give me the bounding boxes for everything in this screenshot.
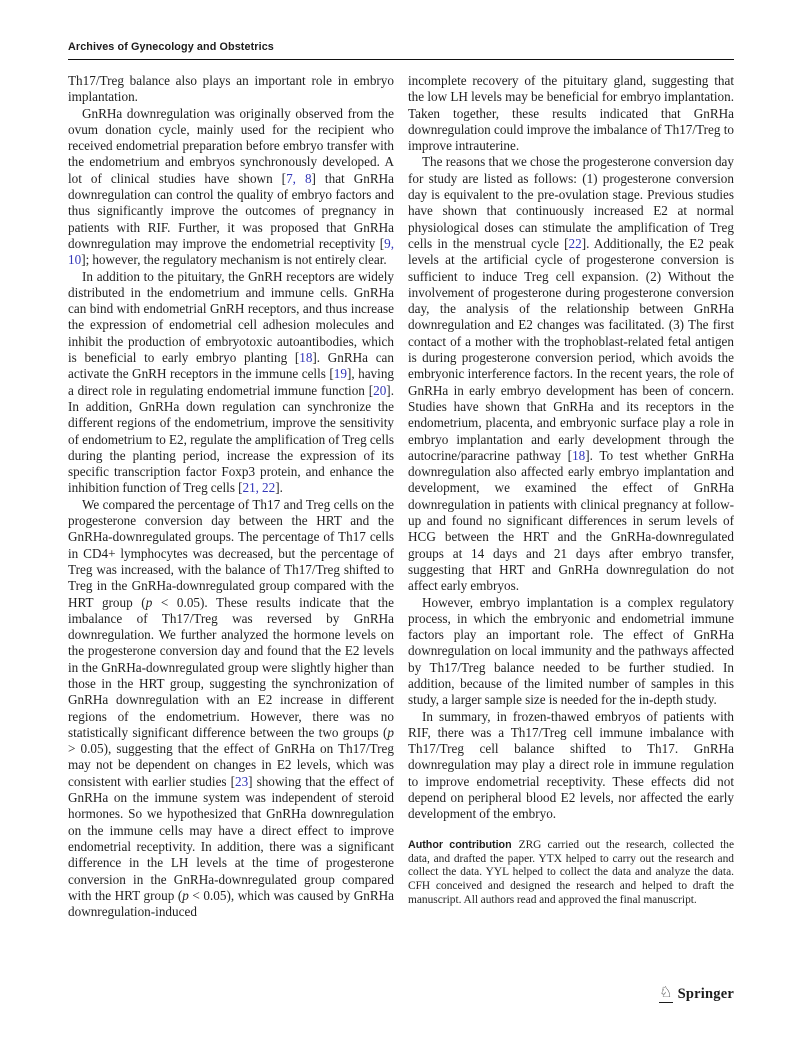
citation-link[interactable]: 9, 10 bbox=[68, 235, 394, 268]
right-column-paragraphs bbox=[408, 73, 734, 823]
citation-link[interactable]: 23 bbox=[234, 773, 249, 789]
right-column bbox=[408, 73, 734, 993]
paragraph: However, embryo implantation is a complex regulatory process, in which the embryonic and endometrial immune factors play an important role. The effect of GnRHa downregulation on local immunity and the pathways affected by Th17/Treg balance needed to be further studied. In addition, because of the limited number of samples in this study, a larger sample size is needed for the in-depth study. bbox=[408, 594, 734, 708]
author-contribution-label: Author contribution bbox=[408, 838, 512, 851]
citation-link[interactable]: 7, 8 bbox=[286, 170, 312, 186]
author-contribution bbox=[408, 839, 734, 909]
italic-variable: p bbox=[145, 594, 153, 610]
paragraph: In addition to the pituitary, the GnRH receptors are widely distributed in the endometrium and immune cells. GnRHa can bind with endometrial GnRH receptors, and thus increase the expression of endometrial cell adhesion molecules and inhibit the production of embryotoxic autoantibodies, which is beneficial to early embryo planting [18]. GnRHa can activate the GnRH receptors in the immune cells [19], having a direct role in regulating endometrial immune function [20]. In addition, GnRHa down regulation can synchronize the different regions of the endometrium, improve the sensitivity of endometrium to E2, regulate the amplification of Treg cells during the planting period, increase the expression of its specific transcription factor Foxp3 protein, and enhance the inhibition function of Treg cells [21, 22]. bbox=[68, 268, 394, 496]
citation-link[interactable]: 18 bbox=[572, 447, 586, 463]
paragraph: The reasons that we chose the progesterone conversion day for study are listed as follows: (1) progesterone conversion day is equivalent to the pre-ovulation stage. Previous studies have shown that continuously increased E2 at normal physiological doses can stimulate the amplification of Treg cells in the menstrual cycle [22]. Additionally, the E2 peak levels at the artificial cycle of progesterone conversion is sufficient to induce Treg cell expansion. (2) Without the involvement of progesterone during progesterone conversion day, the analysis of the relationship between GnRHa downregulation and E2 changes was facilitated. (3) The first contact of a mother with the trophoblast-related fetal antigen is during progesterone conversion period, which avoids the embryonic interference factors. In the recent years, the role of GnRHa in early embryo development has been of concern. Studies have shown that GnRHa and its receptors in the endometrium, placenta, and embryonic surface play a role in embryo implantation and early development through the autocrine/paracrine pathway [18]. To test whether GnRHa downregulation also affected early embryo implantation and development, we examined the effect of GnRHa downregulation in patients with clinical pregnancy at follow-up and found no significant differences in serum levels of HCG between the HRT and the GnRHa-downregulated groups at 14 days and 21 days after embryo transfer, suggesting that HRT and GnRHa downregulation do not affect early embryos. bbox=[408, 154, 734, 594]
publisher-name: Springer bbox=[677, 986, 734, 1002]
citation-link[interactable]: 22 bbox=[568, 235, 582, 251]
paragraph: We compared the percentage of Th17 and Treg cells on the progesterone conversion day between the HRT and the GnRHa-downregulated groups. The percentage of Th17 cells in CD4+ lymphocytes was decreased, but the percentage of Treg was increased, with the balance of Th17/Treg shifted to Treg in the GnRHa-downregulated group compared with the HRT group (p < 0.05). These results indicate that the imbalance of Th17/Treg was reversed by GnRHa downregulation. We further analyzed the hormone levels on the progesterone conversion day and found that the E2 levels in the GnRHa-downregulated group were slightly higher than those in the HRT group, suggesting the synchronization of GnRHa downregulation with an E2 increase in different regions of the endometrium. However, there was no statistically significant difference between the two groups (p > 0.05), suggesting that the effect of GnRHa on Th17/Treg may not be dependent on changes in E2 levels, which was consistent with earlier studies [23] showing that the effect of GnRHa on the immune system was independent of steroid hormones. So we hypothesized that GnRHa downregulation on the immune cells may have a direct effect to improve endometrial receptivity. In addition, there was a significant difference in the LH levels at the time of progesterone conversion in the GnRHa-downregulated group compared with the HRT group (p < 0.05), which was caused by GnRHa downregulation-induced bbox=[68, 496, 394, 920]
italic-variable: p bbox=[182, 887, 189, 903]
paragraph: GnRHa downregulation was originally observed from the ovum donation cycle, mainly used for the recipient who received endometrial preparation before embryo transfer with the endometrium and embryos synchronously developed. A lot of clinical studies have shown [7, 8] that GnRHa downregulation can control the quality of embryo factors and thus significantly improve the outcomes of pregnancy in patients with RIF. Further, it was proposed that GnRHa downregulation may improve the endometrial receptivity [9, 10]; however, the regulatory mechanism is not entirely clear. bbox=[68, 105, 394, 268]
header-rule bbox=[68, 59, 734, 60]
left-column bbox=[68, 73, 394, 993]
paragraph: incomplete recovery of the pituitary gland, suggesting that the low LH levels may be beneficial for embryo implantation. Taken together, these results indicated that GnRHa downregulation could improve the imbalance of Th17/Treg to improve intrauterine. bbox=[408, 73, 734, 154]
two-column-body bbox=[68, 73, 734, 993]
paragraph: In summary, in frozen-thawed embryos of patients with RIF, there was a Th17/Treg cell immune imbalance with Th17/Treg cell balance shifted to Th17. GnRHa downregulation may play a direct role in immune regulation to improve endometrial receptivity. These effects did not depend on peripheral blood E2 levels, nor affected the early development of the embryo. bbox=[408, 708, 734, 822]
italic-variable: p bbox=[387, 724, 394, 740]
citation-link[interactable]: 21, 22 bbox=[242, 480, 276, 496]
publisher-footer bbox=[659, 986, 734, 1003]
citation-link[interactable]: 20 bbox=[373, 382, 387, 398]
citation-link[interactable]: 19 bbox=[333, 366, 347, 382]
citation-link[interactable]: 18 bbox=[299, 350, 313, 366]
running-head: Archives of Gynecology and Obstetrics bbox=[68, 41, 274, 53]
author-contribution-text: ZRG carried out the research, collected the data, and drafted the paper. YTX helped to carry out the research and collect the data. YYL helped to collect the data and analyze the data. CFH conceived and designed the research and helped to draft the manuscript. All authors read and approved the final manuscript. bbox=[408, 838, 734, 907]
springer-knight-icon: ♘ bbox=[659, 985, 673, 1001]
paragraph: Th17/Treg balance also plays an important role in embryo implantation. bbox=[68, 73, 394, 105]
